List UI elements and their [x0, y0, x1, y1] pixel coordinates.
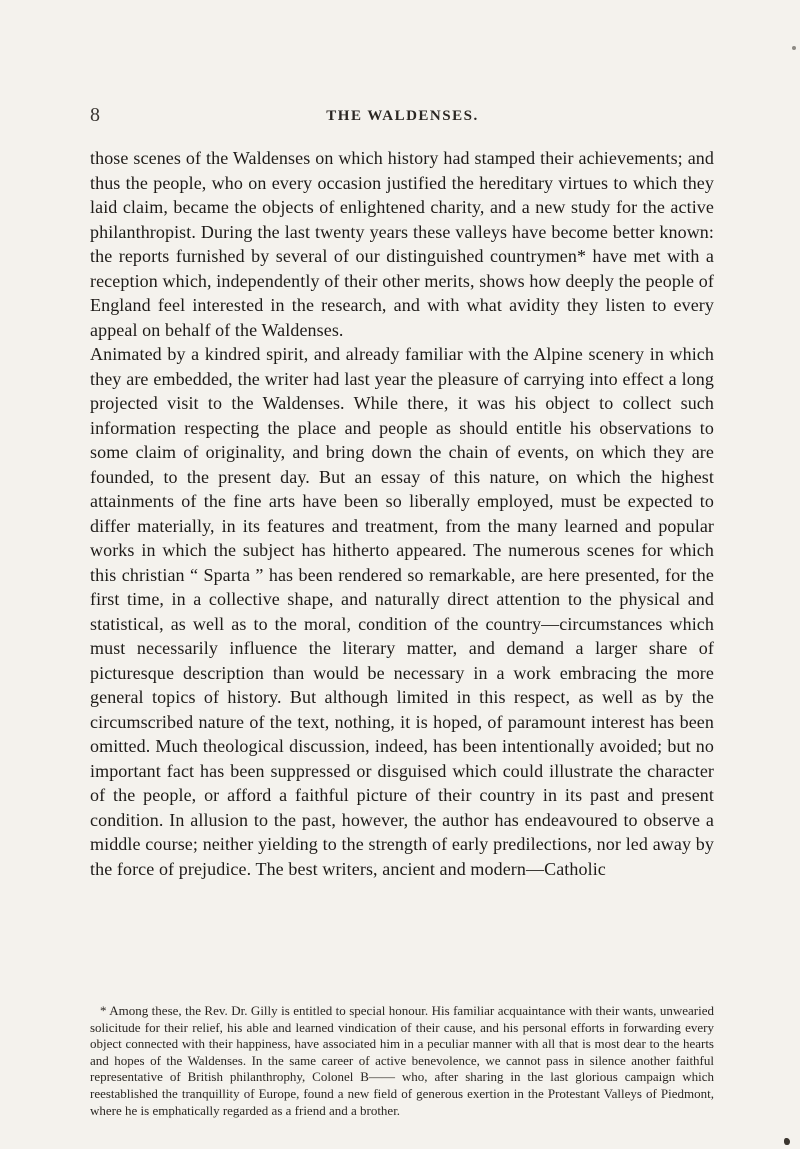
scan-speck	[792, 46, 796, 50]
footnote-text: * Among these, the Rev. Dr. Gilly is entitled to special honour. His familiar acquaintance with their wants, unwearied solicitude for their relief, his able and learned vindication of their cause, and his personal efforts in forwarding every object connected with their happiness, have associated him in a peculiar manner with all that is most dear to the hearts and hopes of the Waldenses. In the same career of active benevolence, we cannot pass in silence another faithful representative of British philanthrophy, Colonel B—— who, after sharing in the last glorious campaign which reestablished the tranquillity of Europe, found a new field of generous exertion in the Protestant Valleys of Piedmont, where he is emphatically regarded as a friend and a brother.	[90, 1003, 714, 1118]
running-head	[90, 104, 715, 128]
ink-blot	[784, 1138, 790, 1145]
paragraph: those scenes of the Waldenses on which history had stamped their achievements; and thus the people, who on every occasion justified the hereditary virtues to which they laid claim, became the objects of enlightened charity, and a new study for the active philanthropist. During the last twenty years these valleys have become better known: the reports furnished by several of our distinguished countrymen* have met with a reception which, independently of their other merits, shows how deeply the people of England feel interested in the research, and with what avidity they listen to every appeal on behalf of the Waldenses.	[90, 148, 714, 340]
paragraph: Animated by a kindred spirit, and already familiar with the Alpine scenery in which they are embedded, the writer had last year the pleasure of carrying into effect a long projected visit to the Waldenses. While there, it was his object to collect such information respecting the place and people as should entitle his observations to some claim of originality, and bring down the chain of events, on which they are founded, to the present day. But an essay of this nature, on which the highest attainments of the fine arts have been so liberally employed, must be expected to differ materially, in its features and treatment, from the many learned and popular works in which the subject has hitherto appeared. The numerous scenes for which this christian “ Sparta ” has been rendered so remarkable, are here presented, for the first time, in a collective shape, and naturally direct attention to the physical and statistical, as well as to the moral, condition of the country—circumstances which must necessarily influence the literary matter, and demand a larger share of picturesque description than would be necessary in a work embracing the more general topics of history. But although limited in this respect, as well as by the circumscribed nature of the text, nothing, it is hoped, of paramount interest has been omitted. Much theological discussion, indeed, has been intentionally avoided; but no important fact has been suppressed or disguised which could illustrate the character of the people, or afford a faithful picture of their country in its past and present condition. In allusion to the past, however, the author has endeavoured to observe a middle course; neither yielding to the strength of early predilections, nor led away by the force of prejudice. The best writers, ancient and modern—Catholic	[90, 344, 714, 879]
running-title: THE WALDENSES.	[326, 108, 479, 124]
body-text	[90, 146, 714, 881]
footnote	[90, 1003, 714, 1119]
page-number: 8	[90, 104, 100, 126]
